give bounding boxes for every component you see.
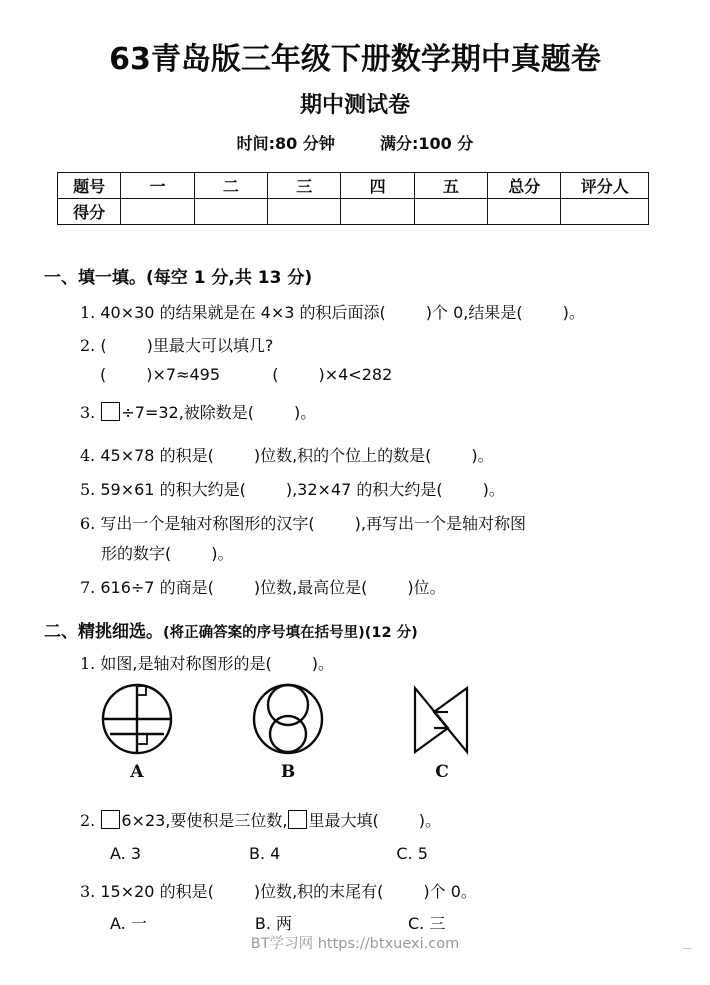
page-subtitle: 期中测试卷 xyxy=(299,93,410,118)
q5-text-b: ),32×47 的积大约是( xyxy=(285,480,443,499)
s2q2-text-b: 里最大填( xyxy=(308,811,379,830)
s2q2-box-1[interactable] xyxy=(101,810,120,829)
q3-answer-box[interactable] xyxy=(101,402,120,421)
score-cell-4[interactable] xyxy=(341,199,414,225)
s2q2-box-2[interactable] xyxy=(288,810,307,829)
table-row-score xyxy=(58,199,649,225)
q2-expr1-open: ( xyxy=(100,365,107,384)
q2-number: 2. xyxy=(80,336,96,355)
s2q3-text-b: )位数,积的末尾有( xyxy=(253,882,384,901)
score-cell-2[interactable] xyxy=(194,199,267,225)
column-header-grader: 评分人 xyxy=(561,173,649,199)
figure-a[interactable] xyxy=(101,682,173,782)
corner-dash-mark xyxy=(683,948,692,949)
figure-choices xyxy=(0,682,710,786)
table-row-header xyxy=(58,173,649,199)
section1-question-6 xyxy=(80,511,526,534)
q5-text-a: 59×61 的积大约是( xyxy=(100,480,246,499)
figure-b-label: B xyxy=(280,762,296,782)
score-cell-3[interactable] xyxy=(268,199,341,225)
q6-text-c: 形的数字( xyxy=(101,544,172,563)
total-score-label: 满分:100 分 xyxy=(380,134,474,153)
bowtie-shape-icon xyxy=(408,684,474,756)
s2q2-text-a: 6×23,要使积是三位数, xyxy=(121,811,288,830)
score-cell-1[interactable] xyxy=(121,199,194,225)
section2-question-3 xyxy=(80,879,477,902)
s2q2-option-c[interactable]: C. 5 xyxy=(396,844,428,863)
column-header-5: 五 xyxy=(414,173,487,199)
score-cell-grader[interactable] xyxy=(561,199,649,225)
q6-text-a: 写出一个是轴对称图形的汉字( xyxy=(100,514,315,533)
q1-number: 1. xyxy=(80,303,96,322)
s2q3-number: 3. xyxy=(80,882,96,901)
q2-expr2-open: ( xyxy=(272,365,279,384)
circle-with-two-inner-circles-icon xyxy=(252,682,324,756)
q2-text-a: ( xyxy=(100,336,107,355)
section1-question-3 xyxy=(80,400,316,423)
s2q3-text-c: )个 0。 xyxy=(423,882,477,901)
q3-text-b: )。 xyxy=(294,403,317,422)
q1-text-b: )个 0,结果是( xyxy=(425,303,523,322)
figure-c-label: C xyxy=(435,762,449,782)
section2-heading xyxy=(44,617,418,642)
row-label-question-no: 题号 xyxy=(58,173,121,199)
q5-text-c: )。 xyxy=(482,480,505,499)
s2q2-number: 2. xyxy=(80,811,96,830)
q4-text-a: 45×78 的积是( xyxy=(100,446,214,465)
s2q3-text-a: 15×20 的积是( xyxy=(100,882,214,901)
footer-watermark: BT学习网 https://btxuexi.com xyxy=(250,936,460,952)
section1-question-1 xyxy=(80,300,585,323)
score-table xyxy=(57,172,649,225)
s2q3-option-b[interactable]: B. 两 xyxy=(254,914,292,933)
page-title: 63青岛版三年级下册数学期中真题卷 xyxy=(109,42,601,77)
s2q2-option-b[interactable]: B. 4 xyxy=(249,844,281,863)
q2-text-b: )里最大可以填几? xyxy=(146,336,274,355)
column-header-total: 总分 xyxy=(488,173,561,199)
section2-question-3-options xyxy=(110,911,445,934)
section1-question-7 xyxy=(80,575,446,598)
q7-number: 7. xyxy=(80,578,96,597)
q1-text-a: 40×30 的结果就是在 4×3 的积后面添( xyxy=(100,303,386,322)
q4-text-c: )。 xyxy=(471,446,494,465)
q2-expr2-rest: )×4<282 xyxy=(318,365,393,384)
score-cell-total[interactable] xyxy=(488,199,561,225)
circle-with-chords-icon xyxy=(101,682,173,756)
section2-question-2 xyxy=(80,808,441,831)
s2q1-text-b: )。 xyxy=(311,654,334,673)
figure-c[interactable] xyxy=(408,684,474,782)
row-label-score: 得分 xyxy=(58,199,121,225)
score-cell-5[interactable] xyxy=(414,199,487,225)
q7-text-b: )位数,最高位是( xyxy=(253,578,368,597)
column-header-3: 三 xyxy=(268,173,341,199)
s2q1-text-a: 如图,是轴对称图形的是( xyxy=(100,654,272,673)
q7-text-a: 616÷7 的商是( xyxy=(100,578,214,597)
section1-question-6-line2 xyxy=(101,541,234,564)
s2q2-option-a[interactable]: A. 3 xyxy=(110,844,142,863)
figure-b[interactable] xyxy=(252,682,324,782)
section1-question-2 xyxy=(80,333,273,356)
section1-question-4 xyxy=(80,443,494,466)
time-label: 时间:80 分钟 xyxy=(236,134,335,153)
section1-question-5 xyxy=(80,477,505,500)
section2-heading-detail: (将正确答案的序号填在括号里)(12 分) xyxy=(163,625,418,641)
q6-number: 6. xyxy=(80,514,96,533)
section2-question-2-options xyxy=(110,844,428,863)
s2q1-number: 1. xyxy=(80,654,96,673)
s2q3-option-c[interactable]: C. 三 xyxy=(408,914,446,933)
s2q3-option-a[interactable]: A. 一 xyxy=(110,914,147,933)
q3-number: 3. xyxy=(80,403,96,422)
section1-heading: 一、填一填。(每空 1 分,共 13 分) xyxy=(44,268,313,288)
q6-text-b: ),再写出一个是轴对称图 xyxy=(354,514,526,533)
q3-text-a: ÷7=32,被除数是( xyxy=(121,403,255,422)
section2-question-1 xyxy=(80,651,334,674)
column-header-1: 一 xyxy=(121,173,194,199)
section1-question-2-expressions xyxy=(100,365,392,384)
section2-heading-bold: 二、精挑细选。 xyxy=(44,622,163,642)
figure-a-label: A xyxy=(130,762,144,782)
exam-info xyxy=(0,131,710,154)
q5-number: 5. xyxy=(80,480,96,499)
q1-text-c: )。 xyxy=(562,303,585,322)
q6-text-d: )。 xyxy=(211,544,234,563)
q4-text-b: )位数,积的个位上的数是( xyxy=(253,446,432,465)
q4-number: 4. xyxy=(80,446,96,465)
column-header-4: 四 xyxy=(341,173,414,199)
column-header-2: 二 xyxy=(194,173,267,199)
q2-expr1-rest: )×7≈495 xyxy=(146,365,221,384)
q7-text-c: )位。 xyxy=(407,578,446,597)
s2q2-text-c: )。 xyxy=(418,811,441,830)
